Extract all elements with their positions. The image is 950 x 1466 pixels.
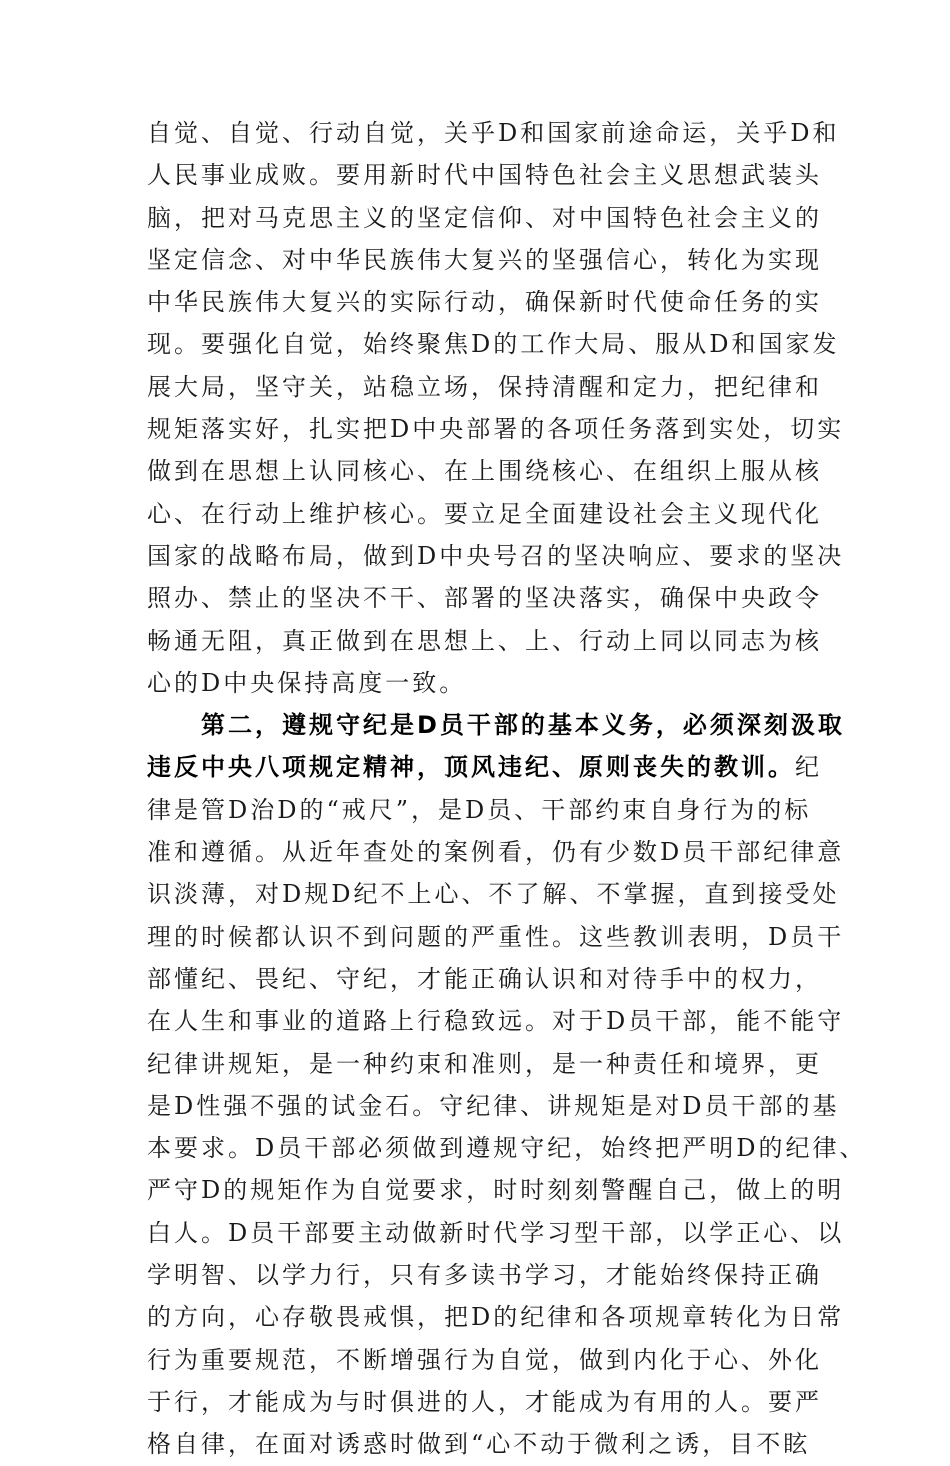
text-line xyxy=(147,789,812,831)
text-segment: 严守D的规矩作为自觉要求，时时刻刻警醒自己，做上的明 xyxy=(147,1176,845,1205)
text-line xyxy=(147,323,840,365)
text-segment: 规矩落实好，扎实把D中央部署的各项任务落到实处，切实 xyxy=(147,415,845,444)
text-segment: 是D性强不强的试金石。守纪律、讲规矩是对D员干部的基 xyxy=(147,1091,840,1120)
text-line xyxy=(147,577,822,619)
text-segment: 坚定信念、对中华民族伟大复兴的坚强信心，转化为实现 xyxy=(147,245,822,274)
text-line xyxy=(147,493,822,535)
text-segment: 畅通无阻，真正做到在思想上、上、行动上同以同志为核 xyxy=(147,626,822,655)
text-line xyxy=(147,112,840,154)
text-segment: 格自律，在面对诱惑时做到“心不动于微利之诱，目不眩 xyxy=(147,1430,811,1459)
text-line xyxy=(147,1127,867,1169)
text-segment: 的方向，心存敬畏戒惧，把D的纪律和各项规章转化为日常 xyxy=(147,1303,845,1332)
body-text xyxy=(147,112,867,1466)
text-line xyxy=(147,1423,811,1465)
text-line xyxy=(147,704,845,746)
text-line xyxy=(147,1339,822,1381)
text-segment: 准和遵循。从近年查处的案例看，仍有少数D员干部纪律意 xyxy=(147,838,845,867)
text-segment: 白人。D员干部要主动做新时代学习型干部，以学正心、以 xyxy=(147,1218,845,1247)
text-segment: 做到在思想上认同核心、在上围绕核心、在组织上服从核 xyxy=(147,457,822,486)
text-segment: 展大局，坚守关，站稳立场，保持清醒和定力，把纪律和 xyxy=(147,372,822,401)
text-line xyxy=(147,197,822,239)
text-segment: 脑，把对马克思主义的坚定信仰、对中国特色社会主义的 xyxy=(147,203,822,232)
text-line xyxy=(147,450,822,492)
text-line xyxy=(147,535,845,577)
text-line xyxy=(147,1000,845,1042)
text-line xyxy=(147,916,845,958)
text-line xyxy=(147,366,822,408)
text-line xyxy=(147,662,807,704)
text-line xyxy=(147,831,845,873)
text-line xyxy=(147,1043,822,1085)
text-line xyxy=(147,620,822,662)
text-line xyxy=(147,1169,845,1211)
text-segment: 理的时候都认识不到问题的严重性。这些教训表明，D员干 xyxy=(147,922,845,951)
text-line xyxy=(147,1085,840,1127)
text-segment: 在人生和事业的道路上行稳致远。对于D员干部，能不能守 xyxy=(147,1007,845,1036)
text-segment: 现。要强化自觉，始终聚焦D的工作大局、服从D和国家发 xyxy=(147,330,840,359)
text-line xyxy=(147,958,822,1000)
text-segment: 部懂纪、畏纪、守纪，才能正确认识和对待手中的权力， xyxy=(147,964,822,993)
text-segment: 中华民族伟大复兴的实际行动，确保新时代使命任务的实 xyxy=(147,288,822,317)
text-segment: 本要求。D员干部必须做到遵规守纪，始终把严明D的纪律、 xyxy=(147,1134,867,1163)
text-segment: 照办、禁止的坚决不干、部署的坚决落实，确保中央政令 xyxy=(147,584,822,613)
text-segment: 心、在行动上维护核心。要立足全面建设社会主义现代化 xyxy=(147,499,822,528)
text-line xyxy=(147,1296,845,1338)
text-segment: 学明智、以学力行，只有多读书学习，才能始终保持正确 xyxy=(147,1261,822,1290)
text-segment: 律是管D治D的“戒尺”，是D员、干部约束自身行为的标 xyxy=(147,795,812,824)
text-line xyxy=(147,281,822,323)
text-segment: 国家的战略布局，做到D中央号召的坚决响应、要求的坚决 xyxy=(147,541,845,570)
bold-heading-text: 违反中央八项规定精神，顶风违纪、原则丧失的教训。 xyxy=(147,753,795,782)
text-segment: 识淡薄，对D规D纪不上心、不了解、不掌握，直到接受处 xyxy=(147,880,840,909)
text-segment: 心的D中央保持高度一致。 xyxy=(147,668,467,697)
text-line xyxy=(147,1212,845,1254)
text-line xyxy=(147,1254,822,1296)
text-line xyxy=(147,746,822,788)
text-segment: 人民事业成败。要用新时代中国特色社会主义思想武装头 xyxy=(147,161,822,190)
text-segment: 纪律讲规矩，是一种约束和准则，是一种责任和境界，更 xyxy=(147,1049,822,1078)
text-segment: 纪 xyxy=(795,753,822,782)
bold-heading-text: 第二，遵规守纪是D员干部的基本义务，必须深刻汲取 xyxy=(147,711,845,740)
text-line xyxy=(147,873,840,915)
text-line xyxy=(147,154,822,196)
text-segment: 于行，才能成为与时俱进的人，才能成为有用的人。要严 xyxy=(147,1387,822,1416)
text-segment: 行为重要规范，不断增强行为自觉，做到内化于心、外化 xyxy=(147,1345,822,1374)
text-line xyxy=(147,239,822,281)
text-line xyxy=(147,1381,822,1423)
text-line xyxy=(147,408,845,450)
text-segment: 自觉、自觉、行动自觉，关乎D和国家前途命运，关乎D和 xyxy=(147,119,840,147)
